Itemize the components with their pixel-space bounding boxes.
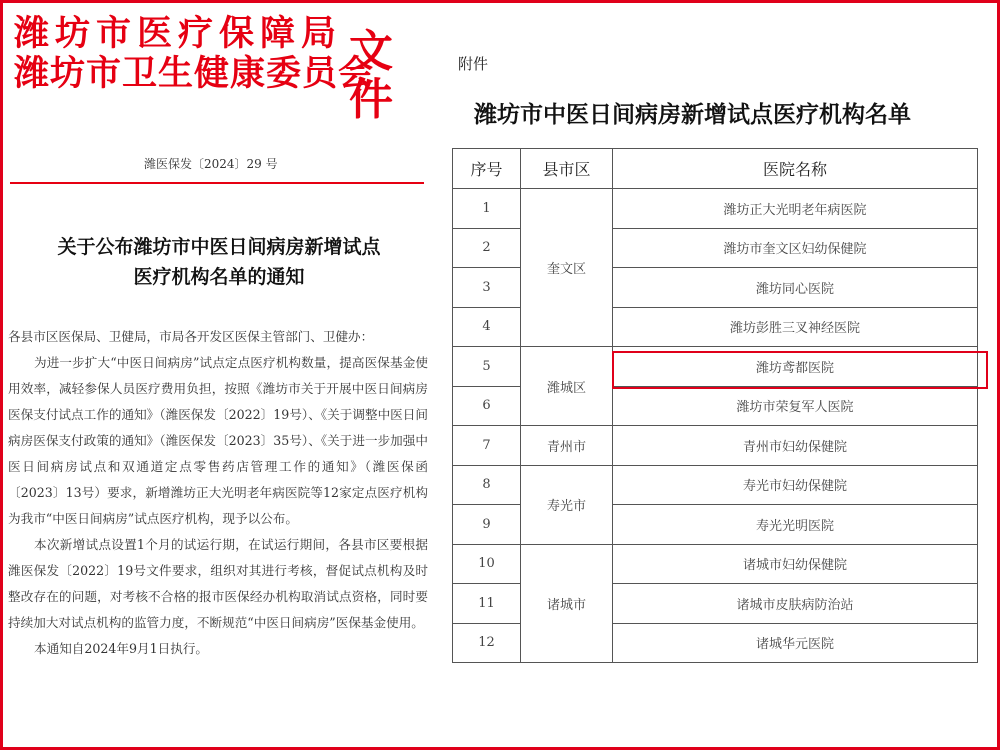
table-row bbox=[453, 189, 978, 229]
hospital-name: 诸城市皮肤病防治站 bbox=[613, 584, 978, 624]
paragraph: 为进一步扩大“中医日间病房”试点定点医疗机构数量，提高医保基金使用效率，减轻参保人员医疗费用负担，按照《潍坊市关于开展中医日间病房医保支付试点工作的通知》（潍医保发〔2022〕19号）、《关于调整中医日间病房医保支付政策的通知》（潍医保发〔2023〕35号）、《关于进一步加强中医日间病房试点和双通道定点零售药店管理工作的通知》（潍医保函〔2023〕13号）要求，新增潍坊正大光明老年病医院等12家定点医疗机构为我市“中医日间病房”试点医疗机构，现予以公布。 bbox=[8, 355, 428, 526]
hospital-name: 潍坊市奎文区妇幼保健院 bbox=[613, 228, 978, 268]
district-cell: 诸城市 bbox=[521, 544, 613, 663]
notice-title bbox=[4, 232, 434, 292]
table-row bbox=[453, 426, 978, 466]
row-number: 10 bbox=[453, 544, 521, 584]
hospital-name: 青州市妇幼保健院 bbox=[613, 426, 978, 466]
row-number: 3 bbox=[453, 268, 521, 308]
row-number: 7 bbox=[453, 426, 521, 466]
district-cell: 青州市 bbox=[521, 426, 613, 466]
hospital-name: 潍坊鸢都医院 bbox=[613, 347, 978, 387]
table-header-row bbox=[453, 149, 978, 189]
org-health-commission: 潍坊市卫生健康委员会 bbox=[14, 53, 375, 94]
row-number: 5 bbox=[453, 347, 521, 387]
hospital-name: 寿光市妇幼保健院 bbox=[613, 465, 978, 505]
notice-title-line1: 关于公布潍坊市中医日间病房新增试点 bbox=[57, 236, 381, 258]
row-number: 4 bbox=[453, 307, 521, 347]
row-number: 6 bbox=[453, 386, 521, 426]
district-cell: 潍城区 bbox=[521, 347, 613, 426]
paragraph: 本次新增试点设置1个月的试运行期，在试运行期间，各县市区要根据潍医保发〔2022〕19号文件要求，组织对其进行考核，督促试点机构及时整改存在的问题，对考核不合格的报市医保经办机构取消试点资格，同时要持续加大对试点机构的监管力度，不断规范“中医日间病房”医保基金使用。 bbox=[8, 537, 428, 630]
row-number: 2 bbox=[453, 228, 521, 268]
hospital-table bbox=[452, 148, 978, 663]
hospital-name: 潍坊彭胜三叉神经医院 bbox=[613, 307, 978, 347]
hospital-name: 潍坊正大光明老年病医院 bbox=[613, 189, 978, 229]
row-number: 11 bbox=[453, 584, 521, 624]
column-header-number: 序号 bbox=[453, 149, 521, 189]
attachment bbox=[440, 40, 996, 740]
column-header-hospital: 医院名称 bbox=[613, 149, 978, 189]
document-number: 潍医保发〔2024〕29 号 bbox=[144, 157, 278, 171]
district-cell: 寿光市 bbox=[521, 465, 613, 544]
document-mark: 文件 bbox=[349, 26, 395, 125]
notice-title-line2: 医疗机构名单的通知 bbox=[133, 266, 305, 288]
table-row bbox=[453, 544, 978, 584]
table-row bbox=[453, 465, 978, 505]
highlight-box bbox=[612, 351, 988, 389]
column-header-district: 县市区 bbox=[521, 149, 613, 189]
hospital-name: 潍坊市荣复军人医院 bbox=[613, 386, 978, 426]
addressee: 各县市区医保局、卫健局，市局各开发区医保主管部门、卫健办： bbox=[8, 329, 374, 344]
attachment-title: 潍坊市中医日间病房新增试点医疗机构名单 bbox=[474, 101, 911, 128]
district-cell: 奎文区 bbox=[521, 189, 613, 347]
notice-body bbox=[8, 324, 428, 662]
row-number: 9 bbox=[453, 505, 521, 545]
row-number: 12 bbox=[453, 623, 521, 663]
hospital-name: 潍坊同心医院 bbox=[613, 268, 978, 308]
hospital-name: 诸城华元医院 bbox=[613, 623, 978, 663]
hospital-name: 诸城市妇幼保健院 bbox=[613, 544, 978, 584]
org-medical-security-bureau: 潍坊市医疗保障局 bbox=[14, 13, 343, 54]
row-number: 1 bbox=[453, 189, 521, 229]
notice-document bbox=[4, 4, 428, 746]
issuing-organizations bbox=[14, 14, 374, 94]
row-number: 8 bbox=[453, 465, 521, 505]
hospital-name: 寿光光明医院 bbox=[613, 505, 978, 545]
paragraph: 本通知自2024年9月1日执行。 bbox=[34, 641, 209, 656]
attachment-label: 附件 bbox=[458, 55, 489, 73]
red-divider bbox=[10, 182, 424, 184]
